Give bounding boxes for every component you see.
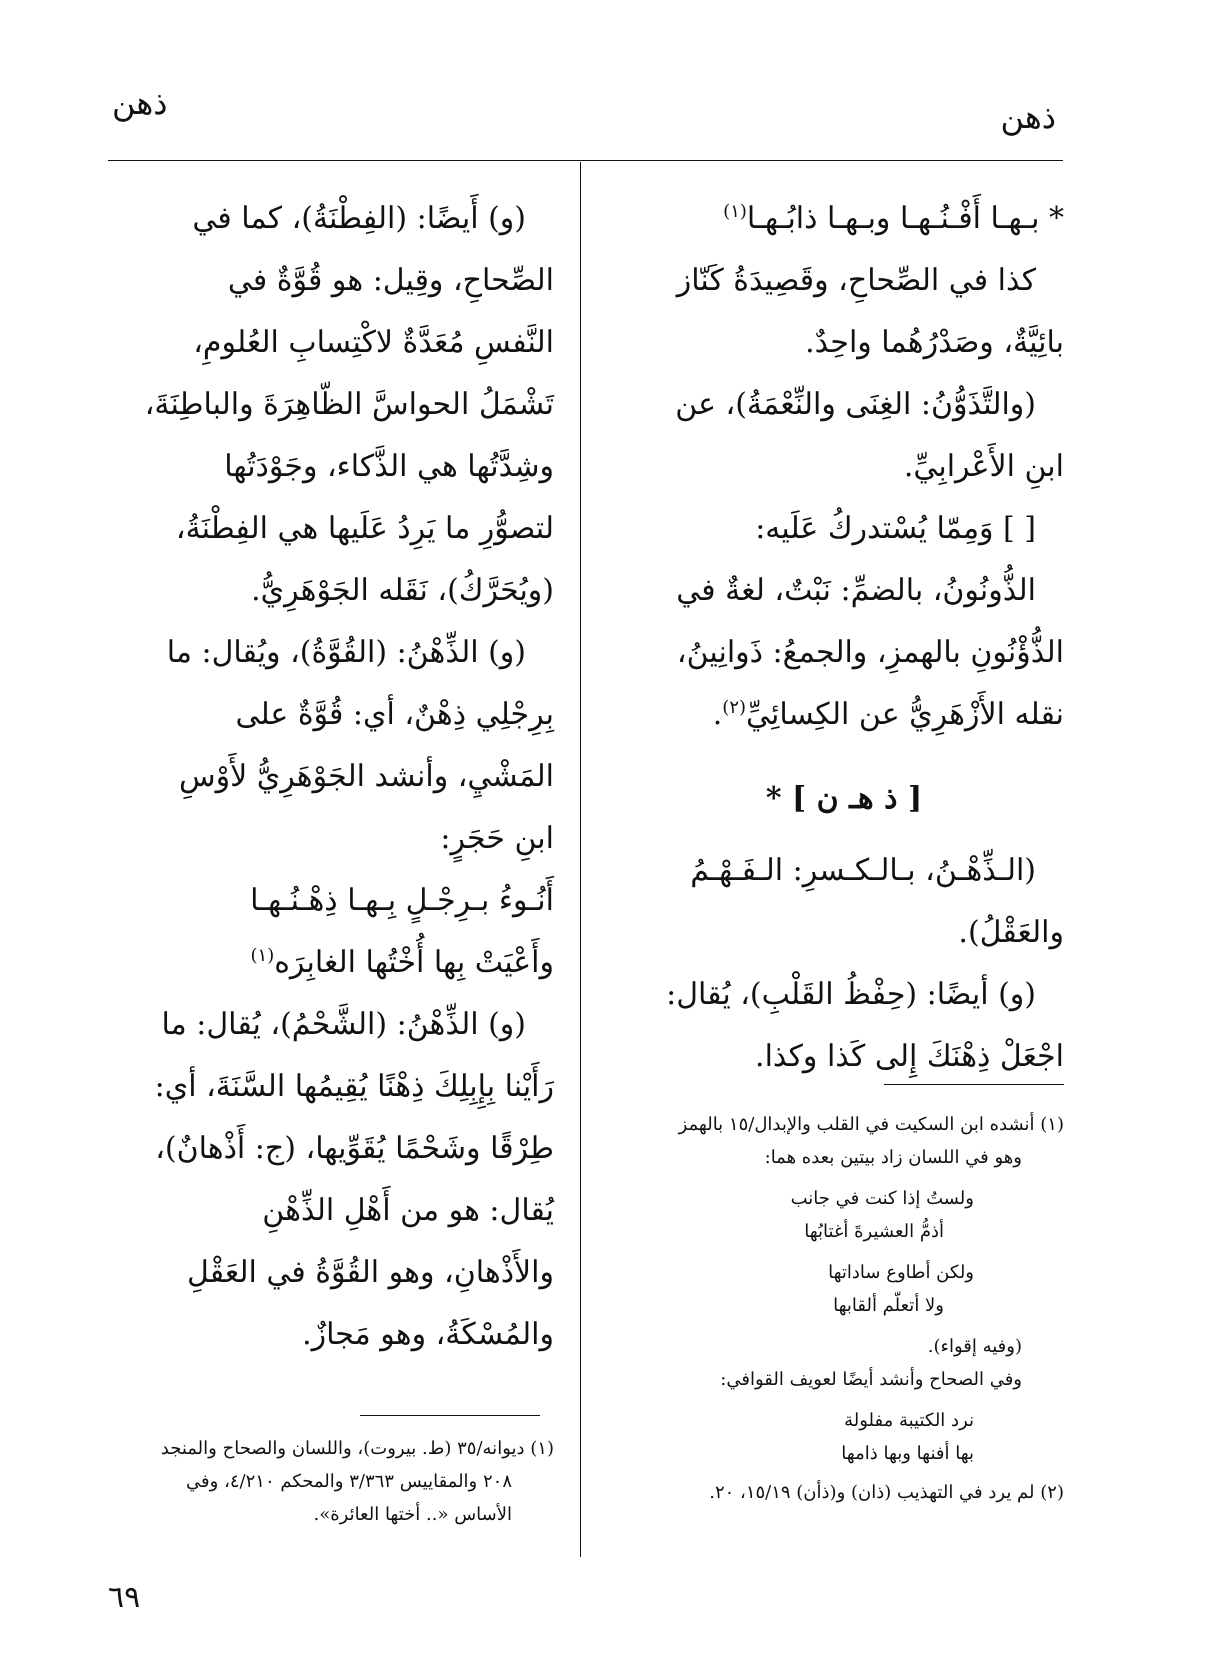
footnote-verse: ولكن أطاوع ساداتها bbox=[828, 1262, 974, 1283]
verse-hemistich: أَنُـوءُ بـرِجْـلٍ بِـهـا ذِهْـنُـهـا bbox=[250, 883, 554, 918]
text-line: لتصوُّرِ ما يَرِدُ عَلَيها هي الفِطْنَةُ، bbox=[175, 511, 554, 546]
text-line: (و) أَيضًا: (الفِطْنَةُ)، كما في bbox=[192, 201, 526, 236]
text-line: والأَذْهانِ، وهو القُوَّةُ في العَقْلِ bbox=[187, 1255, 554, 1290]
footnote bbox=[618, 1476, 1064, 1509]
text-line: بائِيَّةٌ، وصَدْرُهُما واحِدٌ. bbox=[805, 325, 1064, 360]
entry-heading: [ ذ هـ ن ] * bbox=[765, 781, 923, 816]
text-line: (ويُحَرَّكُ)، نَقَله الجَوْهَرِيُّ. bbox=[251, 573, 554, 608]
footnote-verse: ولا أتعلّم ألقابها bbox=[833, 1295, 944, 1316]
footnote-verse: نرد الكتيبة مفلولة bbox=[844, 1410, 974, 1431]
footnote-verse: ولستُ إذا كنت في جانب bbox=[790, 1188, 974, 1209]
footnote-text: أنشده ابن السكيت في القلب والإبدال/١٥ بالهمز bbox=[678, 1114, 1035, 1135]
text-line: [ ] وَمِمّا يُسْتدركُ عَلَيه: bbox=[755, 511, 1036, 546]
text-line: والعَقْلُ). bbox=[958, 915, 1064, 950]
footnote-text: (وفيه إقواء). bbox=[927, 1336, 1022, 1357]
page-number: ٦٩ bbox=[108, 1580, 141, 1615]
footnote-text: ٢٠٨ والمقاييس ٣/٣٦٣ والمحكم ٤/٢١٠، وفي bbox=[186, 1471, 512, 1492]
text-line: المَشْيِ، وأنشد الجَوْهَرِيُّ لأَوْسِ bbox=[179, 759, 554, 794]
running-header-right: ذهن bbox=[1000, 98, 1056, 136]
column-divider bbox=[580, 162, 581, 1557]
footnote-ref: (١) bbox=[250, 945, 275, 966]
text-segment: . bbox=[712, 697, 723, 732]
footnote bbox=[104, 1432, 554, 1465]
footnote-verse: بها أفنها وبها ذامها bbox=[841, 1443, 974, 1464]
text-line bbox=[624, 684, 1064, 746]
footnote bbox=[618, 1108, 1064, 1141]
text-line: والمُسْكَةُ، وهو مَجازٌ. bbox=[302, 1317, 554, 1352]
text-line: وشِدَّتُها هي الذَّكاء، وجَوْدَتُها bbox=[224, 449, 554, 484]
text-line: (والتَّذَوُّنُ: الغِنَى والنِّعْمَةُ)، عن bbox=[675, 387, 1036, 422]
text-line: النَّفسِ مُعَدَّةٌ لاكْتِسابِ العُلومِ، bbox=[193, 325, 554, 360]
text-line: الذُّؤْنُونِ بالهمزِ، والجمعُ: ذَوانِينُ، bbox=[676, 635, 1064, 670]
footnote-text: وفي الصحاح وأنشد أيضًا لعويف القوافي: bbox=[720, 1369, 1022, 1390]
footnote-label: (١) bbox=[530, 1438, 554, 1459]
text-line: الصِّحاحِ، وقِيل: هو قُوَّةٌ في bbox=[227, 263, 554, 298]
footnote-text: الأساس «.. أختها العائرة». bbox=[313, 1504, 512, 1525]
footnote-rule bbox=[884, 1084, 1064, 1085]
text-line: ابنِ الأَعْرابِيِّ. bbox=[903, 449, 1064, 484]
footnote-ref: (٢) bbox=[722, 697, 747, 718]
left-column bbox=[110, 188, 554, 1366]
text-line: يُقال: هو من أَهْلِ الذِّهْنِ bbox=[262, 1193, 554, 1228]
footnote-rule bbox=[360, 1415, 540, 1416]
text-line: (و) الذِّهْنُ: (القُوَّةُ)، ويُقال: ما bbox=[166, 635, 526, 670]
verse-text: * بـهـا أَفْـنُـهـا وبـهـا ذابُـهـا bbox=[746, 201, 1064, 236]
running-header-left: ذهن bbox=[112, 84, 168, 122]
footnote-text: ديوانه/٣٥ (ط. بيروت)، واللسان والصحاح والمنجد bbox=[160, 1438, 525, 1459]
text-line: (و) أيضًا: (حِفْظُ القَلْبِ)، يُقال: bbox=[666, 977, 1036, 1012]
text-line: تَشْمَلُ الحواسَّ الظّاهِرَةَ والباطِنَةَ، bbox=[144, 387, 554, 422]
footnote-text: لم يرد في التهذيب (ذان) و(ذأن) ١٥/١٩، ٢٠. bbox=[709, 1482, 1035, 1503]
text-line: بِرِجْلِي ذِهْنٌ، أي: قُوَّةٌ على bbox=[235, 697, 554, 732]
text-line: رَأَيْنا بِإِبِلِكَ ذِهْنًا يُقِيمُها السَّنَةَ، أي: bbox=[154, 1069, 554, 1104]
verse-text: وأَعْيَتْ بِها أُخْتُها الغابِرَه bbox=[274, 945, 554, 980]
verse-hemistich bbox=[110, 932, 554, 994]
footnote-text: وهو في اللسان زاد بيتين بعده هما: bbox=[764, 1147, 1022, 1168]
footnotes-right bbox=[618, 1108, 1064, 1509]
footnote-label: (١) bbox=[1040, 1114, 1064, 1135]
text-line: (و) الذِّهْنُ: (الشَّحْمُ)، يُقال: ما bbox=[161, 1007, 526, 1042]
footnotes-left bbox=[104, 1432, 554, 1531]
text-segment: نقله الأَزْهَرِيُّ عن الكِسائِيِّ bbox=[746, 697, 1064, 732]
footnote-ref: (١) bbox=[723, 201, 747, 222]
footnote-label: (٢) bbox=[1040, 1482, 1064, 1503]
verse-line bbox=[624, 188, 1064, 250]
text-line: ابنِ حَجَرٍ: bbox=[440, 821, 554, 856]
text-line: اجْعَلْ ذِهْنَكَ إِلى كَذا وكذا. bbox=[755, 1039, 1064, 1074]
header-rule bbox=[108, 160, 1063, 161]
text-line: طِرْقًا وشَحْمًا يُقَوِّيها، (ج: أَذْهانٌ)، bbox=[155, 1131, 554, 1166]
text-line: كذا في الصِّحاحِ، وقَصِيدَةُ كَنّاز bbox=[676, 263, 1036, 298]
footnote-verse: أذمُّ العشيرةَ أغتابُها bbox=[804, 1221, 944, 1242]
text-line: (الـذِّهْـنُ، بـالـكـسرِ: الـفَـهْـمُ bbox=[690, 853, 1036, 888]
text-line: الذُّونُونُ، بالضمِّ: نَبْتٌ، لغةٌ في bbox=[676, 573, 1036, 608]
right-column bbox=[624, 188, 1064, 1088]
